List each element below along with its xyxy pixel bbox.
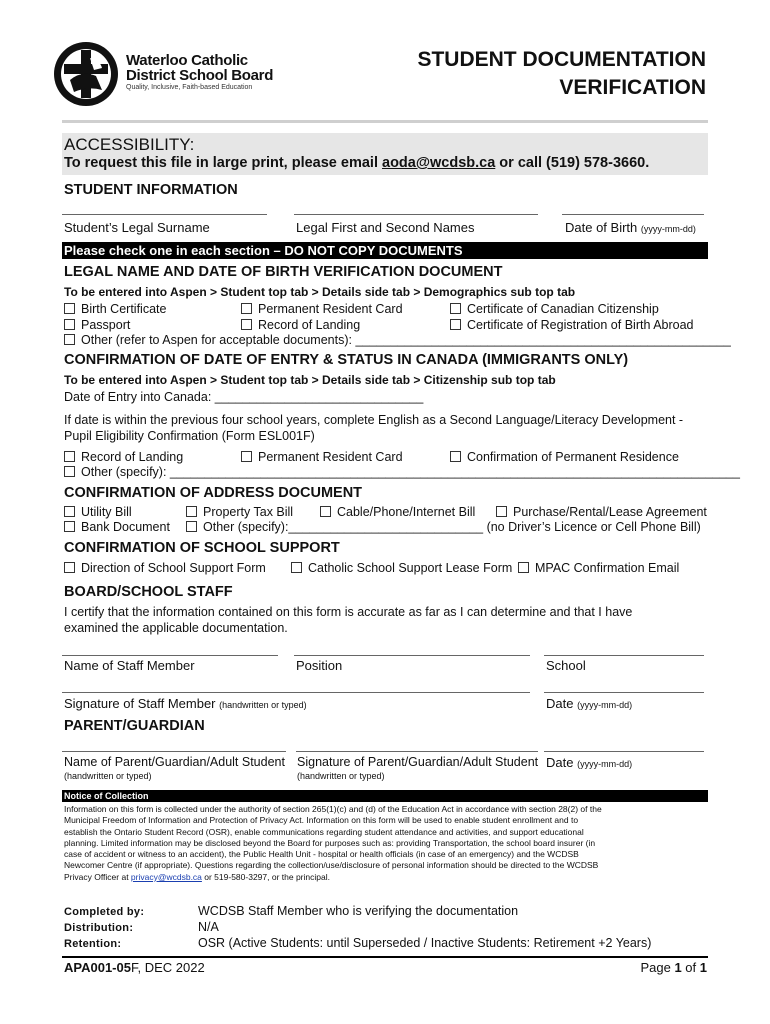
dob-label-wrap	[565, 220, 696, 235]
crest-icon	[52, 40, 120, 108]
parent-signature-field[interactable]	[296, 751, 538, 752]
esl-note-line1: If date is within the previous four school years, complete English as a Second Language/Literacy Development -	[64, 413, 684, 427]
accessibility-heading: ACCESSIBILITY:	[64, 135, 195, 154]
form-title-line2: VERIFICATION	[559, 76, 706, 99]
checkbox-label: Property Tax Bill	[203, 505, 294, 519]
esl-note-line2: Pupil Eligibility Confirmation (Form ESL001F)	[64, 429, 315, 443]
checkbox-label: Catholic School Support Lease Form	[308, 561, 513, 575]
checkbox-box[interactable]	[320, 506, 331, 517]
legal-name-instruction: To be entered into Aspen > Student top tab > Details side tab > Demographics sub top tab	[64, 285, 576, 299]
distribution-value: N/A	[198, 920, 219, 934]
checkbox-canadian-citizenship[interactable]	[450, 302, 659, 316]
checkbox-box[interactable]	[291, 562, 302, 573]
form-code: APA001-05	[64, 960, 131, 975]
entry-status-instruction: To be entered into Aspen > Student top tab > Details side tab > Citizenship sub top tab	[64, 373, 556, 387]
parent-date-label-wrap	[546, 755, 632, 770]
checkbox-property-tax-bill[interactable]	[186, 505, 293, 519]
checkbox-passport[interactable]	[64, 318, 130, 332]
page-total: 1	[699, 960, 707, 975]
checkbox-label: Confirmation of Permanent Residence	[467, 450, 679, 464]
parent-name-hint: (handwritten or typed)	[64, 771, 152, 781]
checkbox-label: Utility Bill	[81, 505, 132, 519]
checkbox-cable-bill[interactable]	[320, 505, 475, 519]
instruction-bar	[62, 242, 708, 259]
notice-line: planning. Limited information may be disclosed beyond the Board for purposes such as: providing Transportation, the school board insurer (in	[64, 837, 596, 848]
staff-heading: BOARD/SCHOOL STAFF	[64, 584, 233, 600]
staff-date-label: Date	[546, 696, 574, 711]
checkbox-label: Permanent Resident Card	[258, 450, 403, 464]
privacy-email-link[interactable]: privacy@wcdsb.ca	[130, 871, 202, 882]
checkbox-box[interactable]	[186, 506, 197, 517]
accessibility-text-post: or call (519) 578-3660.	[495, 155, 650, 171]
accessibility-email-link[interactable]: aoda@wcdsb.ca	[382, 155, 496, 171]
checkbox-address-other[interactable]	[186, 520, 701, 534]
staff-position-label: Position	[296, 658, 343, 673]
parent-date-hint: (yyyy-mm-dd)	[577, 759, 633, 769]
checkbox-box[interactable]	[186, 521, 197, 532]
accessibility-text	[64, 155, 649, 171]
entry-status-heading: CONFIRMATION OF DATE OF ENTRY & STATUS IN CANADA (IMMIGRANTS ONLY)	[64, 352, 629, 368]
distribution-label: Distribution:	[64, 922, 134, 934]
checkbox-direction-school-support[interactable]	[64, 561, 266, 575]
school-support-heading: CONFIRMATION OF SCHOOL SUPPORT	[64, 540, 340, 556]
accessibility-text-pre: To request this file in large print, please email	[64, 155, 383, 171]
checkbox-box[interactable]	[64, 466, 75, 477]
checkbox-box[interactable]	[450, 319, 461, 330]
page-pre: Page	[640, 960, 675, 975]
logo-name-line1: Waterloo Catholic	[126, 52, 248, 69]
checkbox-box[interactable]	[241, 319, 252, 330]
checkbox-label: Certificate of Canadian Citizenship	[467, 302, 659, 316]
notice-line: establish the Ontario Student Record (OSR), enable communications regarding student attendance and activities, and support educational	[64, 826, 584, 837]
checkbox-box[interactable]	[64, 506, 75, 517]
legal-name-heading: LEGAL NAME AND DATE OF BIRTH VERIFICATION DOCUMENT	[64, 264, 503, 280]
staff-signature-label-wrap	[64, 696, 307, 711]
notice-last-post: or 519-580-3297, or the principal.	[201, 871, 330, 882]
completed-label: Completed by:	[64, 906, 145, 918]
parent-name-label: Name of Parent/Guardian/Adult Student	[64, 755, 285, 769]
address-heading: CONFIRMATION OF ADDRESS DOCUMENT	[64, 485, 363, 501]
checkbox-box[interactable]	[241, 303, 252, 314]
notice-line: Information on this form is collected under the authority of section 265(1)(c) and (d) of the Education Act in accordance with section 28(2) of the	[64, 804, 602, 814]
checkbox-utility-bill[interactable]	[64, 505, 132, 519]
checkbox-label: MPAC Confirmation Email	[535, 561, 680, 575]
parent-date-label: Date	[546, 755, 574, 770]
checkbox-label: Permanent Resident Card	[258, 302, 403, 316]
parent-signature-hint: (handwritten or typed)	[297, 771, 385, 781]
checkbox-label: Other (specify):____________________________ (no Driver’s Licence or Cell Phone Bill)	[203, 520, 701, 534]
staff-name-field[interactable]	[62, 655, 278, 656]
staff-signature-hint: (handwritten or typed)	[219, 700, 307, 710]
checkbox-birth-abroad[interactable]	[450, 318, 694, 332]
staff-date-hint: (yyyy-mm-dd)	[577, 700, 633, 710]
staff-school-field[interactable]	[544, 655, 704, 656]
checkbox-box[interactable]	[64, 562, 75, 573]
checkbox-entry-other[interactable]	[64, 465, 740, 479]
checkbox-label: Certificate of Registration of Birth Abroad	[467, 318, 694, 332]
staff-name-label: Name of Staff Member	[64, 658, 195, 673]
student-info-heading: STUDENT INFORMATION	[64, 182, 238, 198]
checkbox-label: Cable/Phone/Internet Bill	[337, 505, 476, 519]
surname-label: Student’s Legal Surname	[64, 220, 210, 235]
page-num: 1	[674, 960, 682, 975]
dob-hint: (yyyy-mm-dd)	[640, 224, 696, 234]
checkbox-catholic-lease-form[interactable]	[291, 561, 512, 575]
logo-tagline: Quality, Inclusive, Faith-based Education	[126, 84, 253, 91]
staff-school-label: School	[546, 658, 586, 673]
certify-line1: I certify that the information contained on this form is accurate as far as I can determine and that I have	[64, 605, 633, 619]
checkbox-box[interactable]	[64, 451, 75, 462]
dob-label: Date of Birth	[565, 220, 638, 235]
checkbox-label: Other (specify): __________________________________________________________________________________	[81, 465, 740, 479]
checkbox-label: Record of Landing	[258, 318, 361, 332]
checkbox-lease-agreement[interactable]	[496, 505, 707, 519]
checkbox-record-of-landing[interactable]	[241, 318, 360, 332]
header-divider	[62, 120, 708, 123]
checkbox-label: Direction of School Support Form	[81, 561, 266, 575]
names-label: Legal First and Second Names	[296, 220, 475, 235]
retention-value: OSR (Active Students: until Superseded / Inactive Students: Retirement +2 Years)	[198, 936, 652, 950]
dob-field[interactable]	[562, 214, 704, 215]
checkbox-label: Birth Certificate	[81, 302, 167, 316]
checkbox-entry-record-of-landing[interactable]	[64, 450, 183, 464]
checkbox-entry-permanent-resident-card[interactable]	[241, 450, 403, 464]
page-mid: of	[681, 960, 700, 975]
staff-signature-label: Signature of Staff Member	[64, 696, 216, 711]
parent-date-field[interactable]	[544, 751, 704, 752]
notice-heading: Notice of Collection	[64, 791, 149, 801]
logo-name-line2: District School Board	[126, 67, 274, 84]
checkbox-legal-other[interactable]	[64, 333, 731, 347]
checkbox-confirmation-permanent-residence[interactable]	[450, 450, 679, 464]
staff-date-field[interactable]	[544, 692, 704, 693]
parent-signature-label: Signature of Parent/Guardian/Adult Student	[297, 755, 539, 769]
surname-field[interactable]	[62, 214, 267, 215]
checkbox-box[interactable]	[518, 562, 529, 573]
checkbox-permanent-resident-card[interactable]	[241, 302, 403, 316]
parent-name-field[interactable]	[62, 751, 286, 752]
notice-text	[64, 804, 706, 883]
parent-heading: PARENT/GUARDIAN	[64, 718, 205, 734]
checkbox-box[interactable]	[450, 303, 461, 314]
checkbox-label: Purchase/Rental/Lease Agreement	[513, 505, 707, 519]
form-code-wrap	[64, 960, 205, 975]
board-logo	[52, 40, 120, 108]
checkbox-label: Record of Landing	[81, 450, 184, 464]
completed-value: WCDSB Staff Member who is verifying the documentation	[198, 904, 519, 918]
notice-last-pre: Privacy Officer at	[64, 871, 131, 882]
checkbox-box[interactable]	[64, 319, 75, 330]
form-title-line1: STUDENT DOCUMENTATION	[417, 48, 706, 71]
notice-line: Municipal Freedom of Information and Protection of Privacy Act. Information on this form will be used to enable student enrollment and to	[64, 815, 579, 826]
checkbox-label: Other (refer to Aspen for acceptable documents): ______________________________________________________	[81, 333, 731, 347]
names-field[interactable]	[294, 214, 538, 215]
instruction-bar-text: Please check one in each section – DO NOT COPY DOCUMENTS	[64, 243, 463, 258]
checkbox-box[interactable]	[241, 451, 252, 462]
notice-line: case of accident or witness to an accident), the Public Health Unit - hospital or health officials (in case of an emergency) and the WCDSB	[64, 849, 579, 860]
staff-position-field[interactable]	[294, 655, 530, 656]
certify-line2: examined the applicable documentation.	[64, 621, 288, 635]
checkbox-label: Passport	[81, 318, 131, 332]
notice-bar	[62, 790, 708, 802]
notice-line: Newcomer Centre (if appropriate). Questions regarding the collection/use/disclosure of personal information should be directed to the WCDSB	[64, 860, 599, 871]
notice-last-line	[64, 872, 706, 883]
form-suffix: F, DEC 2022	[130, 960, 205, 975]
checkbox-bank-document[interactable]	[64, 520, 170, 534]
checkbox-box[interactable]	[496, 506, 507, 517]
footer-divider	[62, 956, 708, 958]
page-number-wrap	[640, 960, 707, 975]
checkbox-box[interactable]	[64, 521, 75, 532]
retention-label: Retention:	[64, 938, 122, 950]
date-of-entry-field[interactable]: Date of Entry into Canada: ______________________________	[64, 390, 424, 404]
checkbox-birth-certificate[interactable]	[64, 302, 166, 316]
checkbox-box[interactable]	[64, 334, 75, 345]
staff-signature-field[interactable]	[62, 692, 530, 693]
checkbox-label: Bank Document	[81, 520, 170, 534]
checkbox-box[interactable]	[450, 451, 461, 462]
staff-date-label-wrap	[546, 696, 632, 711]
checkbox-mpac-email[interactable]	[518, 561, 679, 575]
checkbox-box[interactable]	[64, 303, 75, 314]
